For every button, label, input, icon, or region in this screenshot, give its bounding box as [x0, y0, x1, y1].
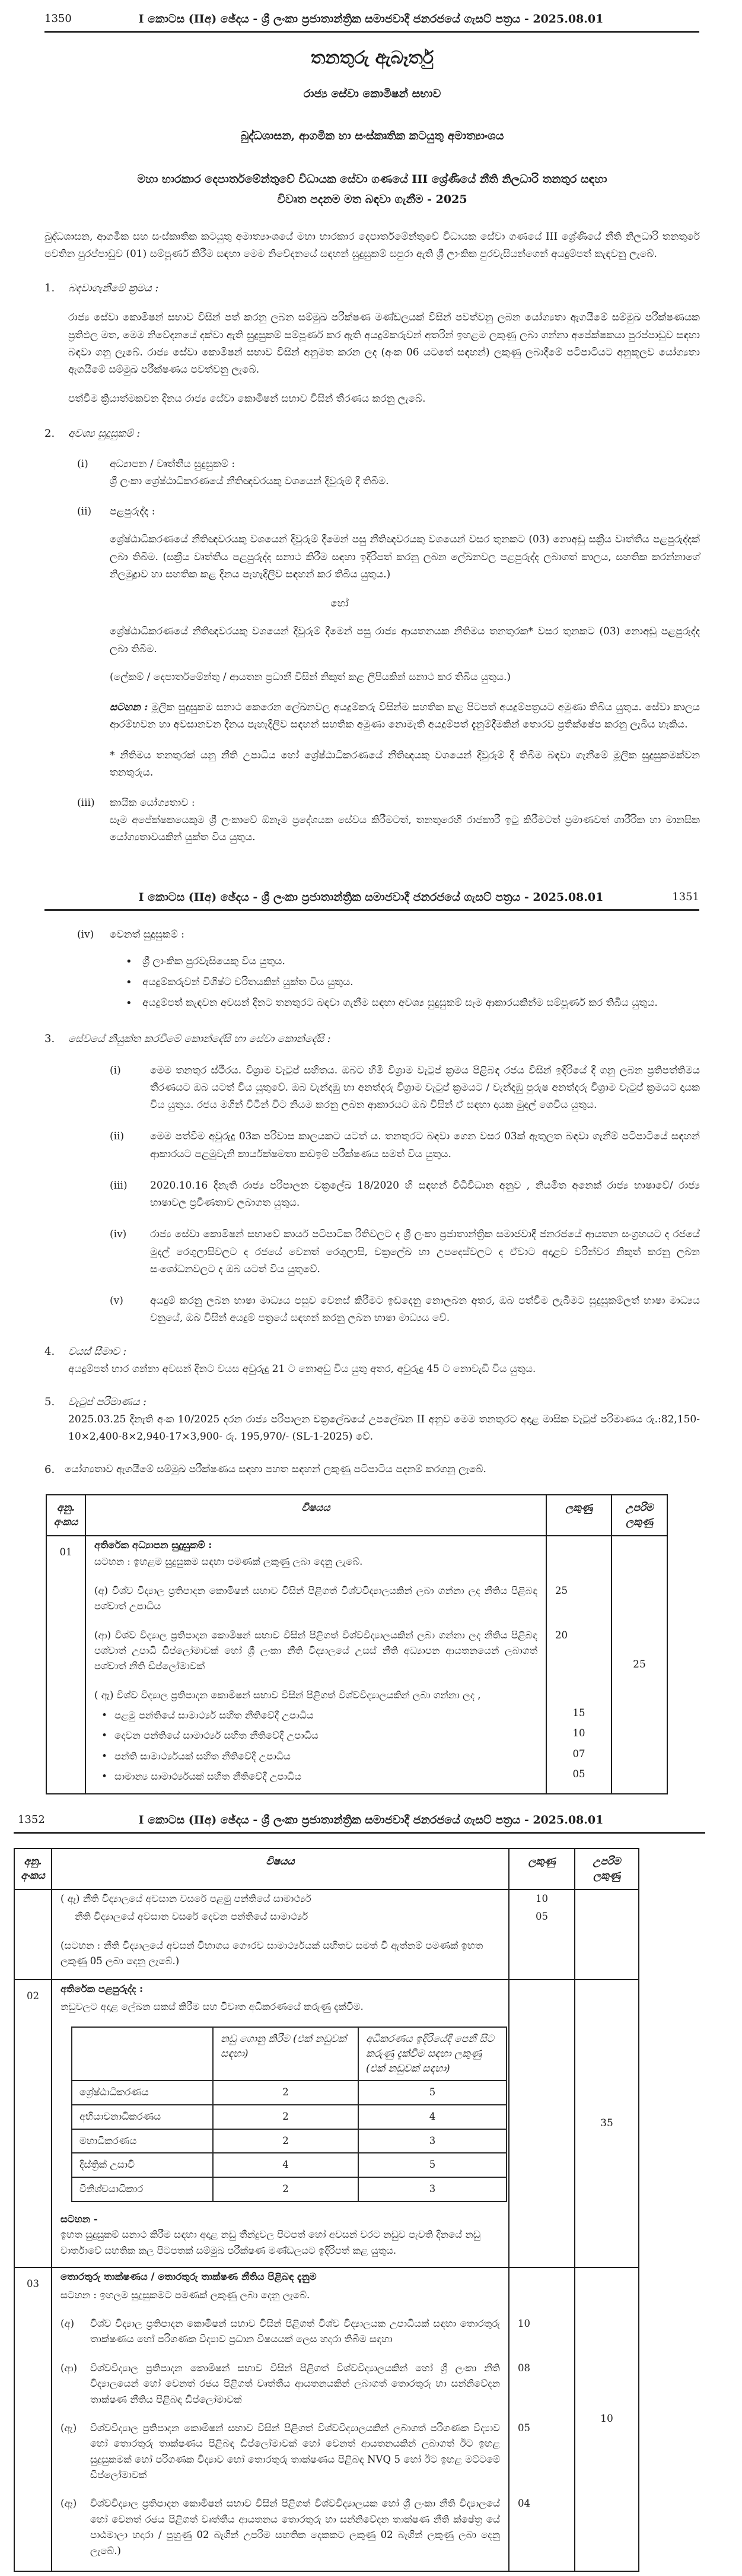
degree-option-marks: 05: [546, 1765, 612, 1793]
max-marks-empty: [575, 1889, 639, 1980]
filing-marks: 2: [213, 2081, 358, 2105]
item-number: (ii): [110, 1130, 125, 1143]
row-02-note: ඉහත සුදුසුකම් සනාථ කිරීම සඳහා අදාළ නඩු තීන්දුවල පිටපත් හෝ අවසන් වරට නඩුව පැවති දිනයේ නඩු වාර්තාවේ සහතික කල පිටපතක් සම්මුඛ පරීක්ෂණ මණ්ඩලයට ඉදිරිපත් කළ යුතුය.: [60, 2229, 480, 2256]
item-aa-marks: 20: [555, 1629, 568, 1641]
page2-number: 1351: [672, 891, 699, 903]
item-iii-label: කායික යෝග්‍යතාව :: [110, 796, 195, 809]
section-5-text: 2025.03.25 දිනැති අංක 10/2025 දරන රාජ්‍ය පරිපාලන චක්‍රලේඛයේ උපලේඛන II අනුව මෙම තනතුරට අදාළ මාසික වැටුප් පරිමාණය රු.:82,150-10×2,400-8×2,940-17×3,900- රු. 195,970/- (SL-1-2025) වේ.: [68, 1413, 700, 1443]
item-iii-number: (iii): [77, 796, 95, 809]
row-03-title: තොරතුරු තාක්ෂණය / තොරතුරු තාක්ෂණ නීතිය පිළිබඳ දැනුම: [60, 2271, 317, 2283]
item-ii-number: (ii): [77, 506, 92, 518]
section-2-number: 2.: [44, 427, 55, 440]
section-2-note: [110, 699, 700, 733]
item-ii-paragraph-3: (ලේකම් / දෙපාර්තමේන්තු / ආයතන ප්‍රධානී විසින් නිකුත් කළ ලිපියකින් සනාථ කර තිබිය යුතුය.): [110, 671, 511, 683]
ministry-heading: බුද්ධශාසන, ආගමික හා සංස්කෘතික කටයුතු අමාත්‍යාංශය: [240, 129, 504, 142]
table-row-02: [14, 1980, 639, 2268]
section-2-item-iii: [77, 795, 700, 847]
section-3-item: [110, 1292, 700, 1327]
section-4-label: වයස් සීමාව :: [68, 1345, 127, 1358]
degree-option-marks: 07: [546, 1745, 612, 1765]
item-ii-paragraph-2: ශ්‍රේෂ්ඨාධිකරණයේ නීතිඥවරයකු වශයෙන් දිවුරුම් දීමෙන් පසු රාජ්‍ය ආයතනයක නීතිමය තනතුරක* වසර තුනකට (03) නොඅඩු පළපුරුද්ද ලබා තිබීම.: [110, 625, 700, 655]
note-text: මූලික සුදුසුකම සනාථ කෙරෙන ලේඛනවල අයදුම්කරු විසින්ම සහතික කළ පිටපත් අයදුම්පත්‍රයට අමුණා තිබිය යුතුය. සේවා කාලය ආරම්භවන හා අවසානවන දිනය පැහැදිලිව සඳහන් සහතික අමුණා නොමැති අයදුම්පත් දැනුම්දීමකින් තොරව ප්‍රතික්ෂේප කරනු ලැබිය හැකිය.: [110, 701, 700, 731]
section-2-item-i: [77, 456, 700, 490]
column-header-serial: අනු. අංකය: [14, 1848, 52, 1889]
section-2-label: අවශ්‍ය සුදුසුකම් :: [68, 427, 141, 440]
section-1: [44, 279, 700, 408]
section-5-number: 5.: [44, 1395, 55, 1408]
marks-scheme-table-2: [14, 1848, 639, 2572]
it-item-marks: 10: [518, 2317, 530, 2329]
court-name: දිස්ත්‍රික් උසාවි: [72, 2153, 213, 2177]
filing-marks: 2: [213, 2177, 358, 2202]
row-01-serial: 01: [46, 1536, 85, 1794]
table-row-01: [46, 1536, 667, 1794]
court-name: අභියාචනාධිකරණය: [72, 2105, 213, 2129]
row-01-continuation-note: (සටහන : නීති විද්‍යාලයේ අවසන් විභාගය ගෞරව සාමාර්ථ්‍යයක් සහිතව සමත් වී ඇත්නම් පමණක් ඉහත ලකුණු 05 ලබා දෙනු ලැබේ.): [60, 1939, 483, 1967]
other-qualifications-list: [44, 953, 700, 1012]
item-ii-label: පළපුරුද්ද :: [110, 506, 155, 518]
row-03-serial: 03: [14, 2267, 52, 2571]
row-02-serial: 02: [14, 1980, 52, 2268]
row-01-title: අතිරේක අධ්‍යාපන සුදුසුකම් :: [94, 1539, 212, 1551]
item-number: (iv): [110, 1228, 127, 1241]
item-number: (iii): [110, 1179, 128, 1192]
section-4-text: අයදුම්පත් භාර ගන්නා අවසන් දිනට වයස අවුරුදු 21 ට නොඅඩු විය යුතු අතර, අවුරුදු 45 ට නොවැඩි විය යුතුය.: [68, 1362, 536, 1375]
filing-marks: 2: [213, 2105, 358, 2129]
page2-header: [0, 878, 742, 905]
section-4-number: 4.: [44, 1345, 55, 1358]
list-item: • ශ්‍රී ලාංකික පුරවැසියෙකු විය යුතුය.: [142, 953, 700, 970]
column-header-max-marks: උපරිම ලකුණු: [612, 1495, 667, 1536]
item-aa-text: (ආ) විශ්ව විද්‍යාල ප්‍රතිපාදන කොමිෂන් සභාව විසින් පිළිගත් විශ්වවිද්‍යාලයකින් ලබා ගන්නා ලද නීතිය පිළිබඳ පශ්චාත් උපාධි ඩිප්ලෝමාවක් හෝ ශ්‍රී ලංකා නීති විද්‍යාලයේ උසස් නීති අධ්‍යාපන ආයතනයෙන් ලබාගත් පශ්චාත් නීති ඩිප්ලෝමාවක්: [94, 1629, 537, 1672]
gazette-header-text: I කොටස (IIඅ) ඡේදය - ශ්‍රී ලංකා ප්‍රජාතාන්ත්‍රික සමාජවාදී ජනරජයේ ගැසට් පත්‍රය - 2025.08.01: [138, 1813, 604, 1827]
gazette-header-text: I කොටස (IIඅ) ඡේදය - ශ්‍රී ලංකා ප්‍රජාතාන්ත්‍රික සමාජවාදී ජනරජයේ ගැසට් පත්‍රය - 2025.08.01: [138, 891, 604, 904]
item-number: (ඈ): [60, 2498, 77, 2510]
item-iii-text: සෑම අපේක්ෂකයෙකුම ශ්‍රී ලංකාවේ ඕනෑම ප්‍රදේශයක සේවය කිරීමටත්, තනතුරෙහි රාජකාරී ඉටු කිරීමටත් ප්‍රමාණවත් ශාරීරික හා මානසික යෝග්‍යතාවයකින් යුක්ත විය යුතුය.: [110, 814, 700, 844]
item-number: (ආ): [60, 2362, 78, 2374]
degree-option-text: පළමු පන්තියේ සාමාර්ථ්‍ය සහිත නීතිවේදී උපාධිය: [114, 1710, 314, 1721]
section-2-item-iv: [77, 926, 700, 944]
it-item-text: විශ්වවිද්‍යාල ප්‍රතිපාදන කොමිෂන් සභාව විසින් පිළිගත් විශ්වවිද්‍යාලයකින් ලබාගත් පරිගණක විද්‍යාව හෝ තොරතුරු තාක්ෂණය පිළිබඳ ඩිප්ලෝමාවක් හෝ වෙනත් ආයතනයකින් ලබාගත් ඊට ඉහළ සුදුසුකමක් හෝ පරිගණක විද්‍යාව හෝ තොරතුරු තාක්ෂණය පිළිබඳ NVQ 5 හෝ ඊට ඉහළ මට්ටමේ ඩිප්ලෝමාවක්: [90, 2422, 500, 2481]
row-01-max-marks: 25: [612, 1536, 667, 1794]
section-1-label: බඳවාගැනීමේ ක්‍රමය :: [68, 282, 159, 295]
bullet-dot-icon: •: [101, 1710, 107, 1721]
law-college-first-class: ( ඈ) නීති විද්‍යාලයේ අවසාන වසරේ පළමු පන්තියේ සාමාර්ථ්‍ය: [52, 1889, 509, 1908]
page1-number: 1350: [44, 12, 72, 25]
item-ii-paragraph-1: ශ්‍රේෂ්ඨාධිකරණයේ නීතිඥවරයකු වශයෙන් දිවුරුම් දීමෙන් පසු නීතිඥවරයකු වශයෙන් වසර තුනකට (03) නොඅඩු සක්‍රීය වෘත්තීය පළපුරුද්දක් ලබා තිබීම. (සක්‍රීය වෘත්තීය පළපුරුද්ද සනාථ කිරීම සඳහා ඉදිරිපත් කරනු ලබන ලේඛනවල පළපුරුද්ද ලබාගත් කාලය, සහතික කරන්නාගේ නිලමුද්‍රාව හා සහතික කළ දිනය පැහැදිලිව සඳහන් කර තිබිය යුතුය.): [110, 533, 700, 580]
item-number: (අ): [60, 2317, 75, 2329]
table-header: [14, 1848, 639, 1889]
section-4: [44, 1343, 700, 1378]
section-2: [44, 425, 700, 847]
item-text: 2020.10.16 දිනැති රාජ්‍ය පරිපාලන චක්‍රලේඛ 18/2020 හි සඳහන් විධිවිධාන අනුව , නියමිත අනෙක් රාජ්‍ය භාෂාවේ/ රාජ්‍ය භාෂාවල ප්‍රවීණතාව ලබාගත යුතුය.: [150, 1179, 700, 1209]
item-a-marks: 25: [555, 1584, 568, 1596]
item-text: රාජ්‍ය සේවා කොමිෂන් සභාවේ කාර්ය පටිපාටික රීතිවලට ද ශ්‍රී ලංකා ප්‍රජාතාන්ත්‍රික සමාජවාදී ජනරජයේ ආයතන සංග්‍රහයට ද රජයේ මුදල් රෙගුලාසිවලට ද රජයේ වෙනත් රෙගුලාසි, චක්‍රලේඛ හා උපදෙස්වලට ද ඒවාට අදාළව වරින්වර නිකුත් කරනු ලබන සංශෝධනවලට ද ඔබ යටත් විය යුතුවේ.: [150, 1228, 700, 1275]
header-rule: [44, 909, 699, 911]
filing-marks: 4: [213, 2153, 358, 2177]
gazette-header-text: I කොටස (IIඅ) ඡේදය - ශ්‍රී ලංකා ප්‍රජාතාන්ත්‍රික සමාජවාදී ජනරජයේ ගැසට් පත්‍රය - 2025.08.01: [138, 12, 604, 26]
bullet-dot-icon: •: [101, 1730, 107, 1742]
section-1-paragraph-1: රාජ්‍ය සේවා කොමිෂන් සභාව විසින් පත් කරනු ලබන සම්මුඛ පරීක්ෂණ මණ්ඩලයක් විසින් පවත්වනු ලබන යෝග්‍යතා ඇගයීමේ සම්මුඛ පරීක්ෂණයක ප්‍රතිඵල මත, මෙම නිවේදනයේ දක්වා ඇති සුදුසුකම් සම්පූර්ණ කර ඇති අයදුම්කරුවන් අතරින් ඉහළම ලකුණු ලබා ගන්නා අපේක්ෂකයා පුරප්පාඩුව සඳහා බඳවා ගනු ලැබේ. රාජ්‍ය සේවා කොමිෂන් සභාව විසින් අනුමත කරන ලද (අංක 06 යටතේ සඳහන්) ලකුණු ලබාදීමේ පටිපාටියට අනුකූලව යෝග්‍යතා ඇගයීමේ සම්මුඛ පරීක්ෂණය පවත්වනු ලැබේ.: [68, 312, 700, 376]
court-row: [72, 2177, 507, 2202]
it-item-text: විශ්ව විද්‍යාල ප්‍රතිපාදන කොමිෂන් සභාව විසින් පිළිගත් විශ්ව විද්‍යාලයක උපාධියක් සඳහා තොරතුරු තාක්ෂණය හෝ පරිගණක විද්‍යාව ප්‍රධාන විෂයයක් ලෙස හදාරා තිබීම සඳහා: [90, 2317, 500, 2345]
court-name: විනිශ්චයාධිකාර: [72, 2177, 213, 2202]
court-name: මහාධිකරණය: [72, 2129, 213, 2153]
it-item-text: විශ්වවිද්‍යාල ප්‍රතිපාදන කොමිෂන් සභාව විසින් පිළිගත් විශ්වවිද්‍යාලයකින් හෝ ශ්‍රී ලංකා නීති විද්‍යාලයෙන් හෝ වෙනත් රජය පිළිගත් වෘත්තීය ආයතනයකින් ලබාගත් තොරතුරු හා සන්නිවේදන තාක්ෂණ නීතිය පිළිබඳ ඩිප්ලෝමාවක්: [90, 2362, 500, 2405]
filing-marks: 2: [213, 2129, 358, 2153]
item-iv-label: වෙනත් සුදුසුකම් :: [110, 928, 184, 941]
page3-number: 1352: [18, 1813, 45, 1826]
item-i-text: ශ්‍රී ලංකා ශ්‍රේෂ්ඨාධිකරණයේ නීතිඥවරයකු වශයෙන් දිවුරුම් දී තිබීම.: [110, 475, 389, 487]
bullet-dot-icon: •: [101, 1750, 107, 1762]
row-02-note-label: සටහන -: [60, 2213, 98, 2225]
column-header-serial: අනු. අංකය: [46, 1495, 85, 1536]
row-01-heading-cell: [85, 1536, 546, 1571]
section-3-item: [110, 1226, 700, 1278]
section-1-number: 1.: [44, 282, 55, 295]
header-rule: [44, 31, 699, 33]
filing-column-header: නඩු ගොනු කිරීම (එක් නඩුවක් සඳහා): [213, 2027, 358, 2081]
post-title-line1: මහා භාරකාර දෙපාර්තමේන්තුවේ විධායක සේවා ගණයේ III ශ්‍රේණියේ නීති නිලධාරි තනතුර සඳහා: [137, 172, 607, 186]
page1-header: [0, 0, 742, 27]
marks-scheme-table-1: [46, 1494, 668, 1794]
it-item-marks: 05: [518, 2422, 530, 2434]
row-02-description: නඩුවලට අදාළ ලේඛන සකස් කිරීම සහ විවෘත අධිකරණයේ කරුණු දැක්වීම.: [52, 1998, 509, 2016]
degree-option-marks: 10: [546, 1724, 612, 1745]
item-text: අයදුම් කරනු ලබන භාෂා මාධ්‍යය පසුව වෙනස් කිරීමට ඉඩදෙනු නොලබන අතර, ඔබ පත්වීම ලැබීමට සුදුසුකම්ලත් භාෂා මාධ්‍යය වනුයේ, ඔබ විසින් අයදුම් පත්‍රයේ සඳහන් කරනු ලබන භාෂා මාධ්‍යය වේ.: [150, 1295, 700, 1324]
appearing-marks: 4: [358, 2105, 507, 2129]
bullet-dot-icon: •: [101, 1771, 107, 1783]
it-item-marks: 04: [518, 2498, 530, 2510]
degree-option-text: දෙවන පන්තියේ සාමාර්ථ්‍ය සහිත නීතිවේදී උපාධිය: [114, 1730, 319, 1742]
row-03-max-marks: 10: [575, 2267, 639, 2571]
column-header-marks: ලකුණු: [509, 1848, 575, 1889]
section-2-item-ii: [77, 503, 700, 686]
section-3-number: 3.: [44, 1032, 55, 1045]
appearing-column-header: අධිකරණය ඉදිරියේදී පෙනී සිට කරුණු දැක්වීම සඳහා ලකුණු (එක් නඩුවක් සඳහා): [358, 2027, 507, 2081]
court-row: [72, 2153, 507, 2177]
appearing-marks: 3: [358, 2177, 507, 2202]
marks-cell: [546, 1536, 612, 1571]
section-3-item: [110, 1062, 700, 1114]
item-ae-intro: ( ඇ) විශ්ව විද්‍යාල ප්‍රතිපාදන කොමිෂන් සභාව විසින් පිළිගත් විශ්වවිද්‍යාලයකින් ලබා ගන්නා ලද ,: [94, 1689, 481, 1701]
gazette-page-3: [0, 1801, 742, 2576]
row-serial-empty: [14, 1889, 52, 1980]
court-row: [72, 2105, 507, 2129]
table-header: [46, 1495, 667, 1536]
column-header-marks: ලකුණු: [546, 1495, 612, 1536]
intro-paragraph: බුද්ධශාසන, ආගමික සහ සංස්කෘතික කටයුතු අමාත්‍යාංශයේ මහා භාරකාර දෙපාර්තමේන්තුවේ විධායක සේවා ගණයේ III ශ්‍රේණියේ නීති නිලධාරි තනතුරේ පවතින පුරප්පාඩුව (01) සම්පූර්ණ කිරීම සඳහා මෙම නිවේදනයේ සඳහන් සුදුසුකම් සපුරා ඇති ශ්‍රී ලාංකික පුරවැසියන්ගෙන් අයදුම්පත් කැඳවනු ලැබේ.: [44, 230, 700, 261]
header-rule: [14, 1832, 705, 1834]
list-item: • අයදුම්පත් කැඳවන අවසන් දිනට තනතුරට බඳවා ගැනීම සඳහා අවශ්‍ය සුදුසුකම් සෑම ආකාරයකින්ම සම්පූර්ණ කර තිබිය යුතුය.: [142, 995, 700, 1012]
item-number: (ඇ): [60, 2422, 77, 2434]
degree-option-text: සාමාන්‍ය සාමාර්ථ්‍යයක් සහිත නීතිවේදී උපාධිය: [114, 1771, 302, 1783]
section-6-number: 6.: [44, 1463, 55, 1476]
it-item-marks: 08: [518, 2362, 530, 2374]
item-text: මෙම පත්වීම අවුරුදු 03ක පරිවාස කාලයකට යටත් ය. තනතුරට බඳවා ගෙන වසර 03ක් ඇතුලත බඳවා ගැනීම් පටිපාටියේ සඳහන් ආකාරයට පළමුවැනි කාර්යක්ෂමතා කඩඉම් පරීක්ෂණය සමත් විය යුතුය.: [150, 1130, 700, 1160]
item-number: (i): [110, 1064, 121, 1076]
law-college-second-class: නීති විද්‍යාලයේ අවසාන වසරේ දෙවන පන්තියේ සාමාර්ථ්‍ය: [52, 1908, 509, 1926]
row-01-note: සටහන : ඉහළම සුදුසුකම සඳහා පමණක් ලකුණු ලබා දෙනු ලැබේ.: [94, 1556, 363, 1568]
appearing-marks: 3: [358, 2129, 507, 2153]
section-1-paragraph-2: පත්වීම ක්‍රියාත්මකවන දිනය රාජ්‍ය සේවා කොමිෂන් සභාව විසින් තීරණය කරනු ලැබේ.: [68, 393, 426, 405]
or-separator: හෝ: [330, 598, 349, 610]
court-row: [72, 2081, 507, 2105]
appearing-marks: 5: [358, 2153, 507, 2177]
gazette-page-1: [0, 0, 742, 878]
item-iv-number: (iv): [77, 928, 94, 941]
column-header-subject: විෂයය: [52, 1848, 509, 1889]
post-title-line2: විවෘත පදනම මත බඳවා ගැනීම - 2025: [277, 193, 467, 207]
item-text: මෙම තනතුර ස්ථීරය. විශ්‍රාම වැටුප් සහිතය. ඔබට හිමි විශ්‍රාම වැටුප් ක්‍රමය පිළිබඳ රජය විසින් ඉදිරියේ දී ගනු ලබන ප්‍රතිපත්තිමය තීරණයට ඔබ යටත් විය යුතුවේ. ඔබ වැන්දඹු හා අනත්දරු විශ්‍රාම වැටුප් ක්‍රමයට / වැන්දඹු පුරුෂ අනත්දරු විශ්‍රාම වැටුප් ක්‍රමයට දායක විය යුතුය. රජය මගින් විටින් විට නියම කරනු ලබන ආකාරයට ඔබ විසින් ඒ සඳහා දායක මුදල් ගෙවිය යුතුය.: [150, 1064, 700, 1111]
column-header-subject: විෂයය: [85, 1495, 546, 1536]
row-02-max-marks: 35: [575, 1980, 639, 2268]
law-college-second-class-marks: 05: [509, 1908, 575, 1926]
court-name: ශ්‍රේෂ්ඨාධිකරණය: [72, 2081, 213, 2105]
legal-post-footnote: * නීතිමය තනතුරක් යනු නීති උපාධිය හෝ ශ්‍රේෂ්ඨාධිකරණයේ නීතිඥයකු වශයෙන් දිවුරුම් දී තිබීම බඳවා ගැනීමේ මූලික සුදුසුකමක්වන තනතුරුය.: [110, 749, 700, 779]
row-02-title: අතිරේක පළපුරුද්ද :: [60, 1983, 144, 1994]
appearing-marks: 5: [358, 2081, 507, 2105]
document-title: තනතුරු ඇබෑර්තු: [311, 47, 434, 68]
list-item: • අයදුම්කරුවන් විශිෂ්ට චරිතයකින් යුක්ත විය යුතුය.: [142, 974, 700, 991]
item-number: (v): [110, 1295, 123, 1307]
section-3: [44, 1030, 700, 1327]
section-6-text: යෝග්‍යතාව ඇගයීමේ සම්මුඛ පරීක්ෂණය සඳහා පහත සඳහන් ලකුණු පටිපාටිය පදනම් කරගනු ලැබේ.: [65, 1463, 486, 1476]
section-3-item: [110, 1177, 700, 1212]
commission-heading: රාජ්‍ය සේවා කොමිෂන් සභාව: [303, 87, 441, 101]
court-row: [72, 2129, 507, 2153]
it-item-text: විශ්වවිද්‍යාල ප්‍රතිපාදන කොමිෂන් සභාව විසින් පිළිගත් විශ්වවිද්‍යාලයක හෝ ශ්‍රී ලංකා නීති විද්‍යාලයේ හෝ වෙනත් රජය පිළිගත් වෘත්තීය ආයතනය තොරතුරු හා සන්නිවේදන තාක්ෂණ නීති ක්ෂේත්‍ර යේ පාඨමාලා හදාරා / පුහුණු 02 බැගින් උපරිම සහතික දෙකකට ලකුණු 02 බැගින් ලකුණු ලබා දෙනු ලැබේ.): [90, 2498, 500, 2556]
column-header-max-marks: උපරිම ලකුණු: [575, 1848, 639, 1889]
item-i-number: (i): [77, 458, 88, 470]
degree-option-marks: 15: [546, 1704, 612, 1724]
court-column-blank: [72, 2027, 213, 2081]
table-row-03: [14, 2267, 639, 2571]
section-6: [44, 1461, 700, 1478]
degree-option-text: පන්ති සාමාර්ථ්‍යයක් සහිත නීතිවේදී උපාධිය: [114, 1750, 291, 1762]
note-label: සටහන :: [110, 701, 148, 714]
section-5-label: වැටුප් පරිමාණය :: [68, 1396, 147, 1408]
item-i-label: අධ්‍යාපන / වෘත්තීය සුදුසුකම් :: [110, 458, 235, 470]
page3-header: [0, 1801, 742, 1828]
law-college-first-class-marks: 10: [509, 1889, 575, 1908]
section-3-label: සේවයේ නියුක්ත කරවීමේ කොන්දේසි හා සේවා කොන්දේසි :: [68, 1033, 331, 1045]
row-03-note: සටහන : ඉහලම සුදුසුකමට පමණක් ලකුණු ලබා දෙනු ලැබේ.: [52, 2286, 509, 2304]
section-5: [44, 1393, 700, 1446]
item-a-text: (අ) විශ්ව විද්‍යාල ප්‍රතිපාදන කොමිෂන් සභාව විසින් පිළිගත් විශ්වවිද්‍යාලයකින් ලබා ගන්නා ලද නීතිය පිළිබඳ පශ්චාත් උපාධිය: [94, 1584, 537, 1612]
table-row-01-continued: [14, 1889, 639, 1980]
court-marks-table: [71, 2027, 507, 2202]
gazette-page-2: [0, 878, 742, 1801]
section-3-item: [110, 1128, 700, 1162]
